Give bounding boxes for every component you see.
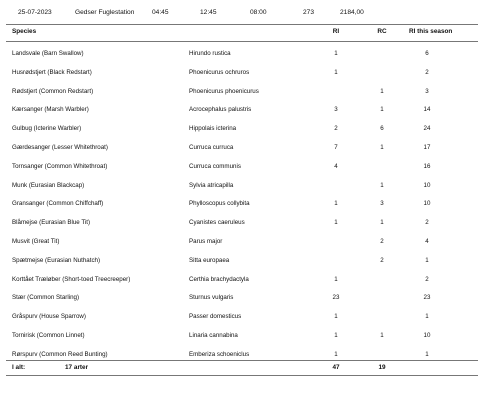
table-row xyxy=(0,50,485,62)
ri-cell: 7 xyxy=(334,144,338,151)
species-cell: Musvit (Great Tit) xyxy=(12,238,60,245)
rc-cell: 1 xyxy=(380,332,384,339)
table-row xyxy=(0,69,485,81)
rc-cell: 6 xyxy=(380,125,384,133)
latin-name-cell: Cyanistes caeruleus xyxy=(189,219,245,227)
rc-cell: 1 xyxy=(380,106,384,114)
season-total-cell: 10 xyxy=(423,332,431,339)
latin-name-cell: Hippolais icterina xyxy=(189,125,237,133)
table-row xyxy=(0,257,485,269)
totals-species-count: 17 arter xyxy=(65,364,89,371)
column-header-row xyxy=(0,28,485,40)
species-cell: Tornsanger (Common Whitethroat) xyxy=(12,162,108,170)
rc-cell: 1 xyxy=(380,87,384,95)
species-cell: Gråspurv (House Sparrow) xyxy=(12,313,86,321)
latin-name-cell: Phoenicurus ochruros xyxy=(189,68,250,76)
ri-cell: 1 xyxy=(334,200,338,208)
species-cell: Gærdesanger (Lesser Whitethroat) xyxy=(12,144,108,151)
latin-name-cell: Phoenicurus phoenicurus xyxy=(189,87,259,95)
column-species: Species xyxy=(12,28,37,35)
season-total-cell: 6 xyxy=(425,50,429,57)
latin-name-cell: Curruca communis xyxy=(189,162,241,170)
header-time-3: 08:00 xyxy=(250,9,267,16)
season-total-cell: 1 xyxy=(425,256,429,264)
rc-cell: 1 xyxy=(380,144,384,151)
header-value-2: 2184,00 xyxy=(340,9,364,16)
table-row xyxy=(0,163,485,175)
latin-name-cell: Passer domesticus xyxy=(189,313,242,321)
season-total-cell: 1 xyxy=(425,350,429,358)
latin-name-cell: Hirundo rustica xyxy=(189,50,231,57)
latin-name-cell: Sylvia atricapilla xyxy=(189,181,234,189)
species-cell: Spætmejse (Eurasian Nuthatch) xyxy=(12,256,101,264)
ri-cell: 1 xyxy=(334,219,338,227)
season-total-cell: 14 xyxy=(423,106,431,114)
species-cell: Gransanger (Common Chiffchaff) xyxy=(12,200,104,208)
header-time-2: 12:45 xyxy=(200,9,217,16)
species-cell: Rødstjert (Common Redstart) xyxy=(12,87,94,95)
totals-label: I alt: xyxy=(12,364,26,371)
latin-name-cell: Parus major xyxy=(189,238,223,245)
season-total-cell: 17 xyxy=(423,144,431,151)
totals-divider xyxy=(6,360,478,361)
column-rc: RC xyxy=(377,28,387,35)
ri-cell: 1 xyxy=(334,313,338,321)
latin-name-cell: Linaria cannabina xyxy=(189,332,238,339)
latin-name-cell: Certhia brachydactyla xyxy=(189,275,249,283)
column-header-divider xyxy=(6,41,478,42)
species-cell: Landsvale (Barn Swallow) xyxy=(12,50,84,57)
report-header xyxy=(0,9,485,21)
table-row xyxy=(0,106,485,118)
table-row xyxy=(0,332,485,344)
column-season: RI this season xyxy=(409,28,453,35)
header-value-1: 273 xyxy=(303,9,315,16)
latin-name-cell: Phylloscopus collybita xyxy=(189,200,250,208)
rc-cell: 2 xyxy=(380,256,384,264)
latin-name-cell: Acrocephalus palustris xyxy=(189,106,252,114)
rc-cell: 2 xyxy=(380,238,384,245)
ri-cell: 4 xyxy=(334,162,338,170)
species-cell: Munk (Eurasian Blackcap) xyxy=(12,181,85,189)
latin-name-cell: Emberiza schoeniclus xyxy=(189,350,250,358)
table-row xyxy=(0,238,485,250)
column-ri: RI xyxy=(332,28,340,35)
season-total-cell: 2 xyxy=(425,68,429,76)
latin-name-cell: Curruca curruca xyxy=(189,144,234,151)
table-row xyxy=(0,125,485,137)
species-cell: Stær (Common Starling) xyxy=(12,294,80,302)
latin-name-cell: Sturnus vulgaris xyxy=(189,294,234,302)
totals-ri: 47 xyxy=(332,364,340,371)
species-cell: Gulbug (Icterine Warbler) xyxy=(12,125,82,133)
season-total-cell: 23 xyxy=(423,294,431,302)
season-total-cell: 3 xyxy=(425,87,429,95)
season-total-cell: 2 xyxy=(425,275,429,283)
table-row xyxy=(0,313,485,325)
ri-cell: 1 xyxy=(334,332,338,339)
header-station: Gedser Fuglestation xyxy=(75,9,135,16)
season-total-cell: 10 xyxy=(423,181,431,189)
table-row xyxy=(0,200,485,212)
season-total-cell: 2 xyxy=(425,219,429,227)
species-cell: Kærsanger (Marsh Warbler) xyxy=(12,106,89,114)
table-row xyxy=(0,182,485,194)
ri-cell: 1 xyxy=(334,50,338,57)
header-date: 25-07-2023 xyxy=(18,9,52,16)
ri-cell: 1 xyxy=(334,350,338,358)
season-total-cell: 10 xyxy=(423,200,431,208)
ri-cell: 1 xyxy=(334,68,338,76)
season-total-cell: 24 xyxy=(423,125,431,133)
species-cell: Husrødstjert (Black Redstart) xyxy=(12,68,92,76)
species-cell: Korttået Træløber (Short-toed Treecreeper) xyxy=(12,275,131,283)
table-row xyxy=(0,144,485,156)
totals-bottom-divider xyxy=(6,375,478,376)
species-cell: Blåmejse (Eurasian Blue Tit) xyxy=(12,219,91,227)
rc-cell: 3 xyxy=(380,200,384,208)
season-total-cell: 4 xyxy=(425,238,429,245)
ri-cell: 3 xyxy=(334,106,338,114)
table-row xyxy=(0,294,485,306)
season-total-cell: 1 xyxy=(425,313,429,321)
totals-rc: 19 xyxy=(378,364,386,371)
latin-name-cell: Sitta europaea xyxy=(189,256,230,264)
ri-cell: 2 xyxy=(334,125,338,133)
table-row xyxy=(0,219,485,231)
species-cell: Rørspurv (Common Reed Bunting) xyxy=(12,350,108,358)
header-divider xyxy=(6,24,478,25)
season-total-cell: 16 xyxy=(423,162,431,170)
ri-cell: 1 xyxy=(334,275,338,283)
ri-cell: 23 xyxy=(332,294,340,302)
header-time-1: 04:45 xyxy=(152,9,169,16)
species-cell: Tornirisk (Common Linnet) xyxy=(12,332,85,339)
table-row xyxy=(0,276,485,288)
rc-cell: 1 xyxy=(380,219,384,227)
rc-cell: 1 xyxy=(380,181,384,189)
table-row xyxy=(0,88,485,100)
